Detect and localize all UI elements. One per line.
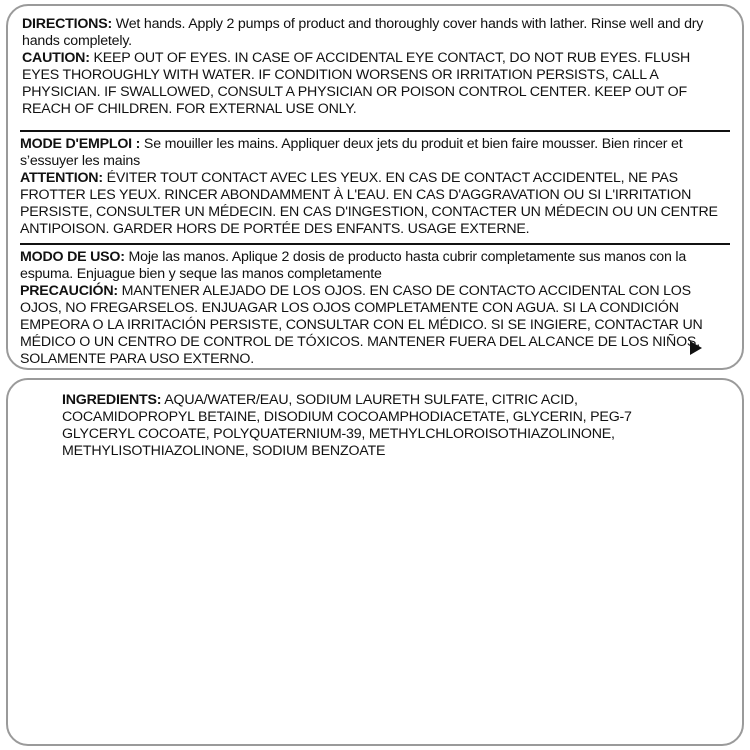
spanish-caution (20, 283, 730, 368)
french-section (20, 136, 730, 238)
english-caution-label: CAUTION: (22, 50, 90, 66)
french-caution-text: ÉVITER TOUT CONTACT AVEC LES YEUX. EN CAS DE CONTACT ACCIDENTEL, NE PAS FROTTER LES YEUX. RINCER ABONDAMMENT À L'EAU. EN CAS D'AGGRAVATION OU SI L'IRRITATION PERSISTE, CONSULTER UN MÉDECIN. EN CAS D'INGESTION, CONTACTER UN MÉDECIN OU UN CENTRE ANTIPOISON. GARDER HORS DE PORTÉE DES ENFANTS. USAGE EXTERNE. (20, 170, 718, 237)
ingredients-text: AQUA/WATER/EAU, SODIUM LAURETH SULFATE, CITRIC ACID, COCAMIDOPROPYL BETAINE, DISODIUM COCOAMPHODIACETATE, GLYCERIN, PEG-7 GLYCERYL COCOATE, POLYQUATERNIUM-39, METHYLCHLOROISOTHIAZOLINONE, METHYLISOTHIAZOLINONE, SODIUM BENZOATE (62, 392, 632, 459)
ingredients-section (62, 392, 702, 460)
ingredients-panel (6, 378, 744, 746)
french-caution-label: ATTENTION: (20, 170, 103, 186)
triangle-right-icon (690, 341, 702, 355)
spanish-caution-label: PRECAUCIÓN: (20, 283, 118, 299)
spanish-section (20, 249, 730, 368)
french-directions-text: Se mouiller les mains. Appliquer deux jets du produit et bien faire mousser. Bien rincer et s’essuyer les mains (20, 136, 683, 169)
spanish-caution-text: MANTENER ALEJADO DE LOS OJOS. EN CASO DE CONTACTO ACCIDENTAL CON LOS OJOS, NO FREGARSELOS. ENJUAGAR LOS OJOS COMPLETAMENTE CON AGUA. SI LA CONDICIÓN EMPEORA O LA IRRITACIÓN PERSISTE, CONSULTAR CON EL MÉDICO. SI SE INGIERE, CONTACTAR UN MÉDICO O UN CENTRO DE CONTROL DE TÓXICOS. MANTENER FUERA DEL ALCANCE DE LOS NIÑOS. SOLAMENTE PARA USO EXTERNO. (20, 283, 703, 367)
french-directions (20, 136, 730, 170)
ingredients-list (62, 392, 702, 460)
section-divider (20, 130, 730, 132)
ingredients-label: INGREDIENTS: (62, 392, 162, 408)
english-caution-text: KEEP OUT OF EYES. IN CASE OF ACCIDENTAL EYE CONTACT, DO NOT RUB EYES. FLUSH EYES THOROUGHLY WITH WATER. IF CONDITION WORSENS OR IRRITATION PERSISTS, CALL A PHYSICIAN. IF SWALLOWED, CONSULT A PHYSICIAN OR POISON CONTROL CENTER. KEEP OUT OF REACH OF CHILDREN. FOR EXTERNAL USE ONLY. (22, 50, 691, 117)
english-section (22, 16, 730, 118)
french-directions-label: MODE D'EMPLOI : (20, 136, 141, 152)
spanish-directions (20, 249, 730, 283)
english-directions-text: Wet hands. Apply 2 pumps of product and thoroughly cover hands with lather. Rinse well and dry hands completely. (22, 16, 704, 49)
spanish-directions-label: MODO DE USO: (20, 249, 125, 265)
spanish-directions-text: Moje las manos. Aplique 2 dosis de producto hasta cubrir completamente sus manos con la espuma. Enjuague bien y seque las manos completamente (20, 249, 687, 282)
english-directions-label: DIRECTIONS: (22, 16, 113, 32)
english-directions (22, 16, 730, 50)
french-caution (20, 170, 730, 238)
english-caution (22, 50, 730, 118)
section-divider (20, 243, 730, 245)
directions-panel (6, 4, 744, 370)
